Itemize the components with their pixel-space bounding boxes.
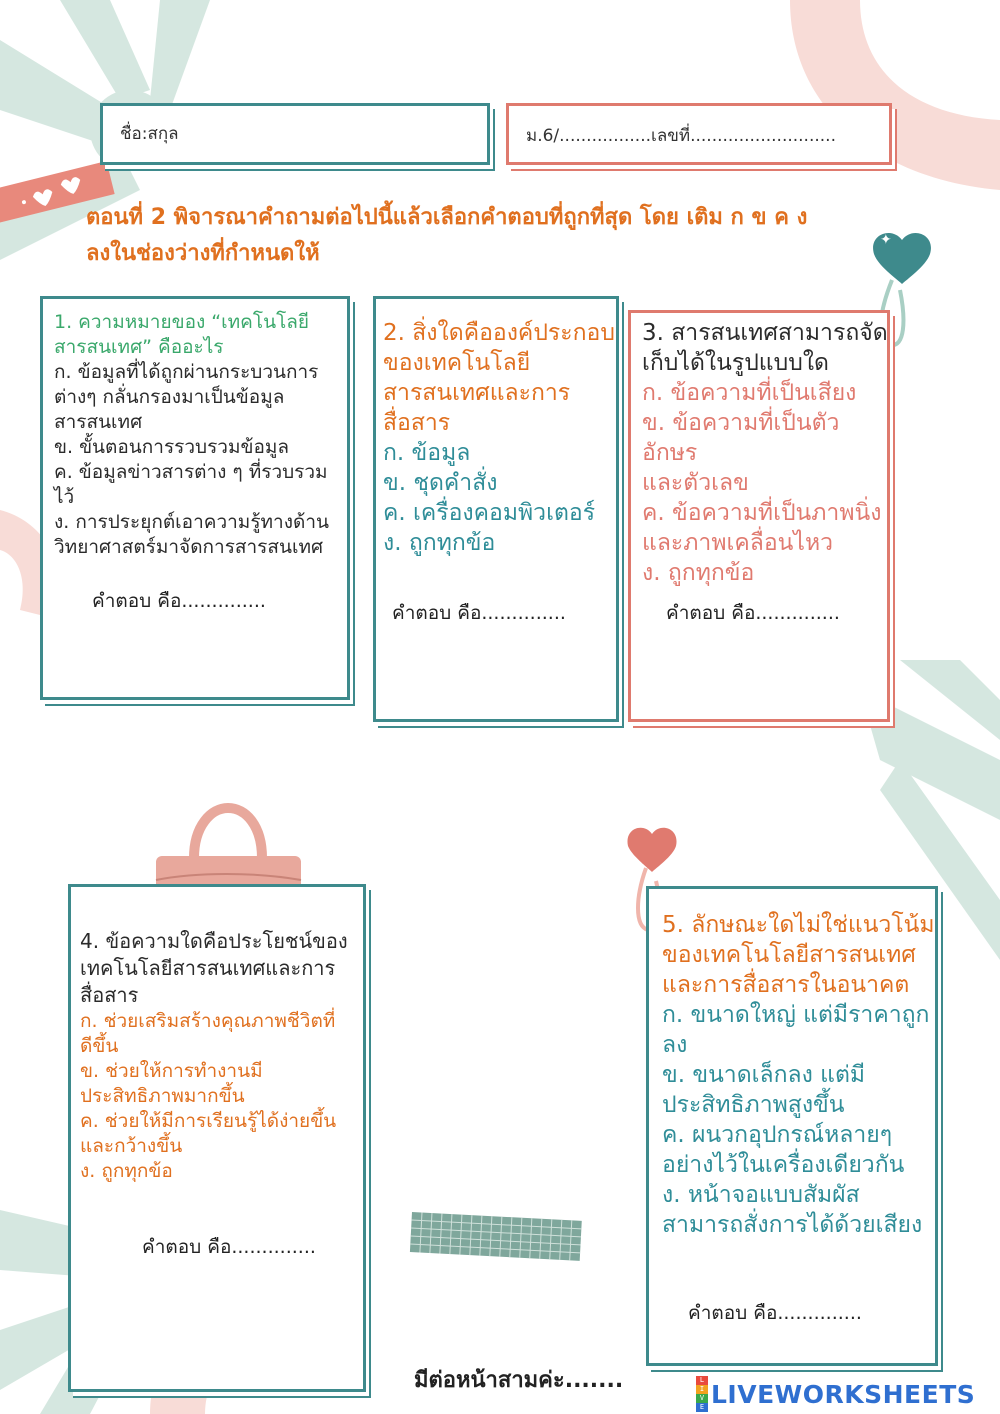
question-3 — [642, 318, 892, 588]
liveworksheets-wordmark: LIVEWORKSHEETS — [711, 1379, 976, 1409]
question-1-option-d: ง. การประยุกต์เอาความรู้ทางด้าน วิทยาศาสตร์มาจัดการสารสนเทศ — [54, 511, 329, 558]
question-1-option-b: ข. ขั้นตอนการรวบรวมข้อมูล — [54, 436, 290, 458]
question-2-option-c: ค. เครื่องคอมพิวเตอร์ — [383, 500, 596, 526]
question-5-option-a: ก. ขนาดใหญ่ แต่มีราคาถูก ลง — [662, 1002, 930, 1058]
question-2 — [383, 318, 619, 558]
question-3-option-c: ค. ข้อความที่เป็นภาพนิ่ง และภาพเคลื่อนไหว — [642, 500, 882, 556]
instruction-line-2: ลงในช่องว่างที่กำหนดให้ — [86, 241, 320, 266]
question-3-option-d: ง. ถูกทุกข้อ — [642, 560, 755, 586]
question-5 — [662, 910, 938, 1240]
question-4-text: 4. ข้อความใดคือประโยชน์ของ เทคโนโลยีสารสนเทศและการ สื่อสาร — [80, 929, 348, 1007]
question-4-answer[interactable]: คำตอบ คือ.............. — [142, 1236, 316, 1258]
instruction-line-1: ตอนที่ 2 พิจารณาคำถามต่อไปนี้แล้วเลือกคำตอบที่ถูกที่สุด โดย เติม ก ข ค ง — [86, 205, 808, 230]
question-5-option-b: ข. ขนาดเล็กลง แต่มี ประสิทธิภาพสูงขึ้น — [662, 1062, 866, 1118]
question-2-option-d: ง. ถูกทุกข้อ — [383, 530, 496, 556]
question-1-option-c: ค. ข้อมูลข่าวสารต่าง ๆ ที่รวบรวม ไว้ — [54, 461, 328, 508]
question-5-answer[interactable]: คำตอบ คือ.............. — [688, 1302, 862, 1324]
question-5-option-d: ง. หน้าจอแบบสัมผัส สามารถสั่งการได้ด้วยเสียง — [662, 1182, 923, 1238]
question-4-option-a: ก. ช่วยเสริมสร้างคุณภาพชีวิตที่ ดีขึ้น — [80, 1010, 336, 1057]
question-2-text: 2. สิ่งใดคือองค์ประกอบ ของเทคโนโลยี สารสนเทศและการ สื่อสาร — [383, 320, 615, 436]
question-3-option-a: ก. ข้อความที่เป็นเสียง — [642, 380, 857, 406]
question-4-option-c: ค. ช่วยให้มีการเรียนรู้ได้ง่ายขึ้น และกว้างขึ้น — [80, 1110, 337, 1157]
question-2-option-b: ข. ชุดคำสั่ง — [383, 470, 498, 496]
question-1-answer[interactable]: คำตอบ คือ.............. — [92, 590, 266, 612]
question-4-option-b: ข. ช่วยให้การทำงานมี ประสิทธิภาพมากขึ้น — [80, 1060, 263, 1107]
question-3-answer[interactable]: คำตอบ คือ.............. — [666, 602, 840, 624]
name-field-label: ชื่อ:สกุล — [120, 124, 179, 144]
question-1-text: 1. ความหมายของ “เทคโนโลยี สารสนเทศ” คืออะไร — [54, 311, 310, 358]
question-1-option-a: ก. ข้อมูลที่ได้ถูกผ่านกระบวนการ ต่างๆ กลั่นกรองมาเป็นข้อมูล สารสนเทศ — [54, 361, 319, 433]
question-5-option-c: ค. ผนวกอุปกรณ์หลายๆ อย่างไว้ในเครื่องเดียวกัน — [662, 1122, 905, 1178]
question-3-text: 3. สารสนเทศสามารถจัด เก็บได้ในรูปแบบใด — [642, 320, 888, 376]
liveworksheets-logo[interactable] — [696, 1376, 975, 1412]
question-5-text: 5. ลักษณะใดไม่ใช่แนวโน้ม ของเทคโนโลยีสารสนเทศ และการสื่อสารในอนาคต — [662, 912, 935, 998]
svg-text:✦: ✦ — [880, 232, 892, 248]
class-number-field-label: ม.6/.................เลขที่........................... — [526, 126, 836, 146]
question-2-option-a: ก. ข้อมูล — [383, 440, 471, 466]
liveworksheets-badge-icon: L I V E — [696, 1376, 708, 1412]
instruction-heading — [86, 200, 886, 272]
question-3-option-b: ข. ข้อความที่เป็นตัวอักษร และตัวเลข — [642, 410, 840, 496]
question-1 — [54, 310, 350, 560]
continue-note: มีต่อหน้าสามค่ะ....... — [414, 1368, 624, 1393]
question-2-answer[interactable]: คำตอบ คือ.............. — [392, 602, 566, 624]
question-4 — [80, 928, 364, 1184]
question-4-option-d: ง. ถูกทุกข้อ — [80, 1160, 173, 1182]
